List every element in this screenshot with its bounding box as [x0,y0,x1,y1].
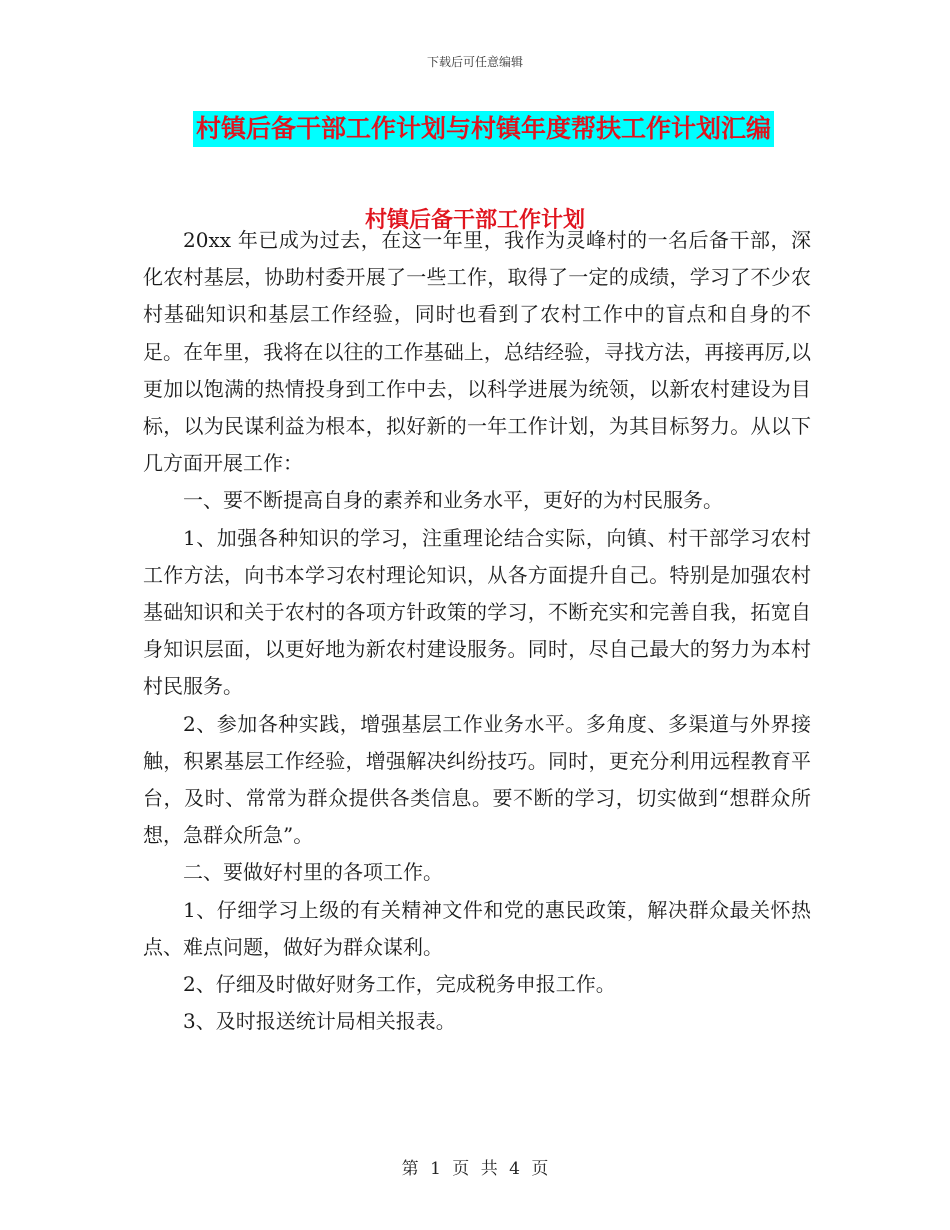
header-note: 下载后可任意编辑 [426,55,523,69]
page-number: 第 1 页 共 4 页 [401,1159,549,1179]
paragraph-item-2-1: 1、仔细学习上级的有关精神文件和党的惠民政策，解决群众最关怀热点、难点问题，做好为群众谋利。 [143,897,811,959]
paragraph-item-2-3: 3、及时报送统计局相关报表。 [183,1009,456,1034]
paragraph-item-1-2: 2、参加各种实践，增强基层工作业务水平。多角度、多渠道与外界接触，积累基层工作经验，增强解决纠纷技巧。同时，更充分利用远程教育平台，及时、常常为群众提供各类信息。要不断的学习，切实做到“想群众所想，急群众所急”。 [143,711,811,848]
paragraph-intro: 20xx 年已成为过去，在这一年里，我作为灵峰村的一名后备干部，深化农村基层，协助村委开展了一些工作，取得了一定的成绩，学习了不少农村基础知识和基层工作经验，同时也看到了农村工作中的盲点和自身的不足。在年里，我将在以往的工作基础上，总结经验，寻找方法，再接再厉,以更加以饱满的热情投身到工作中去，以科学进展为统领，以新农村建设为目标，以为民谋利益为根本，拟好新的一年工作计划，为其目标努力。从以下几方面开展工作： [143,228,811,476]
paragraph-item-1-1: 1、加强各种知识的学习，注重理论结合实际，向镇、村干部学习农村工作方法，向书本学习农村理论知识，从各方面提升自己。特别是加强农村基础知识和关于农村的各项方针政策的学习，不断充实和完善自我，拓宽自身知识层面，以更好地为新农村建设服务。同时，尽自己最大的努力为本村村民服务。 [143,525,811,699]
document-main-title: 村镇后备干部工作计划与村镇年度帮扶工作计划汇编 [193,111,774,147]
section-title: 村镇后备干部工作计划 [364,208,585,233]
paragraph-heading-2: 二、要做好村里的各项工作。 [183,860,443,885]
document-body [143,222,811,1040]
paragraph-heading-1: 一、要不断提高自身的素养和业务水平，更好的为村民服务。 [183,488,723,513]
paragraph-item-2-2: 2、仔细及时做好财务工作，完成税务申报工作。 [183,972,616,997]
